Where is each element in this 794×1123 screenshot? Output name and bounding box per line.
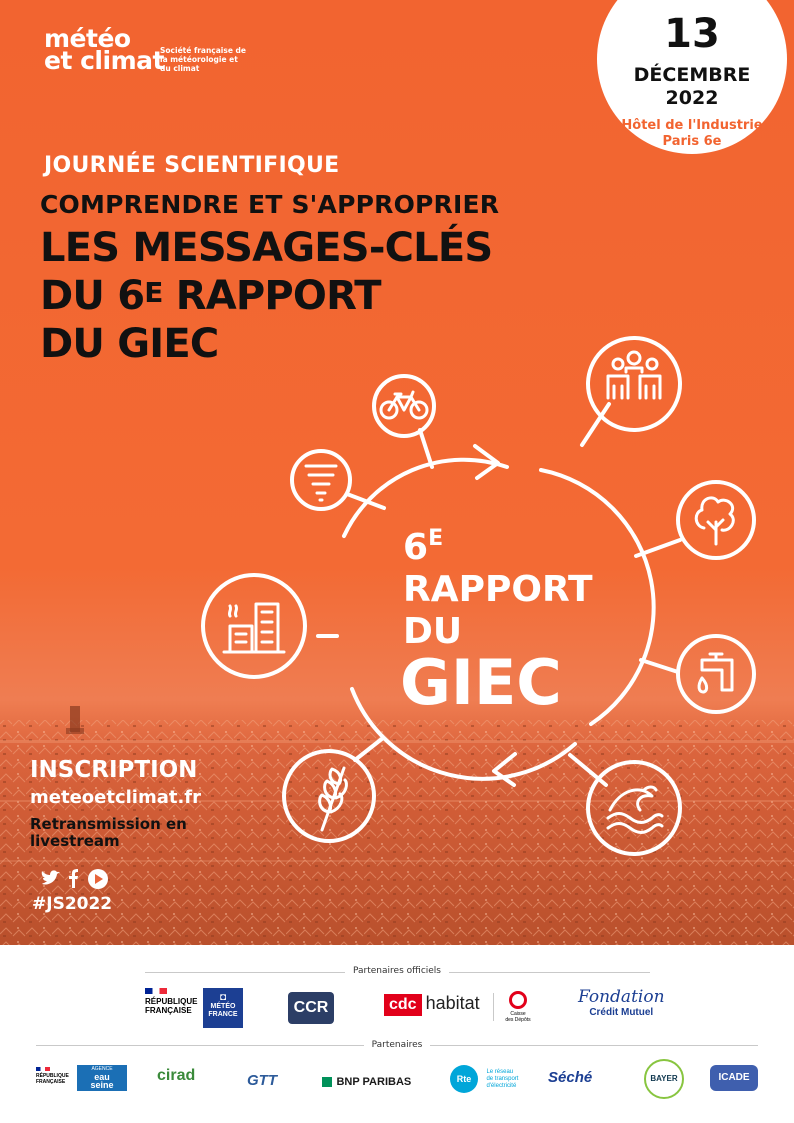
title-line-1: LES MESSAGES-CLÉS bbox=[40, 225, 493, 271]
cdc-habitat-logo[interactable]: cdc habitat bbox=[384, 993, 480, 1016]
event-year: 2022 bbox=[665, 87, 719, 109]
buildings-icon bbox=[224, 604, 284, 652]
cdc-divider bbox=[493, 993, 494, 1021]
center-line-2: RAPPORT bbox=[403, 569, 593, 610]
venue-name: Hôtel de l'Industrie bbox=[621, 118, 763, 133]
gtt-logo[interactable]: GTT bbox=[247, 1072, 277, 1089]
bnp-paribas-logo[interactable]: BNP PARIBAS bbox=[322, 1073, 411, 1091]
caisse-des-depots-logo[interactable]: Caisse des Dépôts bbox=[500, 991, 536, 1023]
tornado-icon bbox=[306, 466, 336, 500]
livestream-note: Retransmission en livestream bbox=[30, 815, 187, 850]
logo-word-climat: et climat bbox=[44, 46, 164, 75]
title-line-2: DU $6^E$ RAPPORT bbox=[40, 273, 381, 319]
center-line-4: GIEC bbox=[400, 646, 562, 719]
logo-word-meteo: météo bbox=[44, 24, 131, 53]
water-tap-icon bbox=[699, 654, 732, 692]
social-icons bbox=[40, 868, 112, 890]
republique-francaise-small-logo[interactable]: RÉPUBLIQUE FRANÇAISE bbox=[36, 1067, 78, 1085]
fondation-credit-mutuel-logo[interactable]: Fondation Crédit Mutuel bbox=[578, 987, 665, 1018]
cirad-logo[interactable]: cirad bbox=[157, 1067, 196, 1084]
youtube-icon[interactable] bbox=[88, 869, 108, 889]
wheat-icon bbox=[320, 768, 347, 830]
event-kicker: JOURNÉE SCIENTIFIQUE bbox=[44, 153, 340, 178]
venue-city: Paris 6e bbox=[662, 134, 722, 149]
tree-icon bbox=[696, 498, 733, 544]
republique-francaise-logo[interactable]: RÉPUBLIQUE FRANÇAISE bbox=[145, 988, 205, 1015]
official-partners-label: Partenaires officiels bbox=[0, 966, 794, 976]
partners-section bbox=[0, 945, 794, 1123]
title-line-3: DU GIEC bbox=[40, 321, 219, 367]
meteo-et-climat-logo[interactable] bbox=[44, 24, 246, 75]
seche-logo[interactable]: Séché bbox=[548, 1069, 593, 1086]
logo-tagline: Société française de la météorologie et du climat bbox=[160, 46, 246, 73]
agence-eau-seine-logo[interactable]: AGENCE eau seine bbox=[77, 1065, 127, 1091]
center-line-1: $6^E$ bbox=[403, 526, 444, 568]
icade-logo[interactable]: ICADE bbox=[710, 1065, 758, 1091]
twitter-icon[interactable] bbox=[42, 870, 60, 884]
rte-logo[interactable]: Rte Le réseau de transport d'électricité bbox=[450, 1065, 518, 1093]
event-day: 13 bbox=[664, 11, 720, 57]
facebook-icon[interactable] bbox=[69, 869, 78, 888]
bayer-logo[interactable]: BAYER bbox=[644, 1059, 684, 1099]
registration-block bbox=[30, 757, 230, 850]
event-hashtag: #JS2022 bbox=[32, 894, 113, 914]
center-line-3: DU bbox=[403, 611, 463, 652]
meteo-france-logo[interactable]: ◘ MÉTÉO FRANCE bbox=[203, 988, 243, 1028]
partners-label: Partenaires bbox=[0, 1040, 794, 1050]
giec-diagram bbox=[190, 320, 794, 880]
bicycle-icon bbox=[381, 392, 427, 418]
ccr-logo[interactable]: CCR bbox=[288, 992, 334, 1024]
people-icon bbox=[608, 352, 660, 398]
registration-heading: INSCRIPTION bbox=[30, 757, 198, 783]
registration-url[interactable]: meteoetclimat.fr bbox=[30, 787, 202, 808]
event-month: DÉCEMBRE bbox=[633, 64, 751, 86]
event-subtitle: COMPRENDRE ET S'APPROPRIER bbox=[40, 190, 500, 219]
date-badge bbox=[597, 0, 787, 154]
waves-icon bbox=[608, 787, 662, 833]
